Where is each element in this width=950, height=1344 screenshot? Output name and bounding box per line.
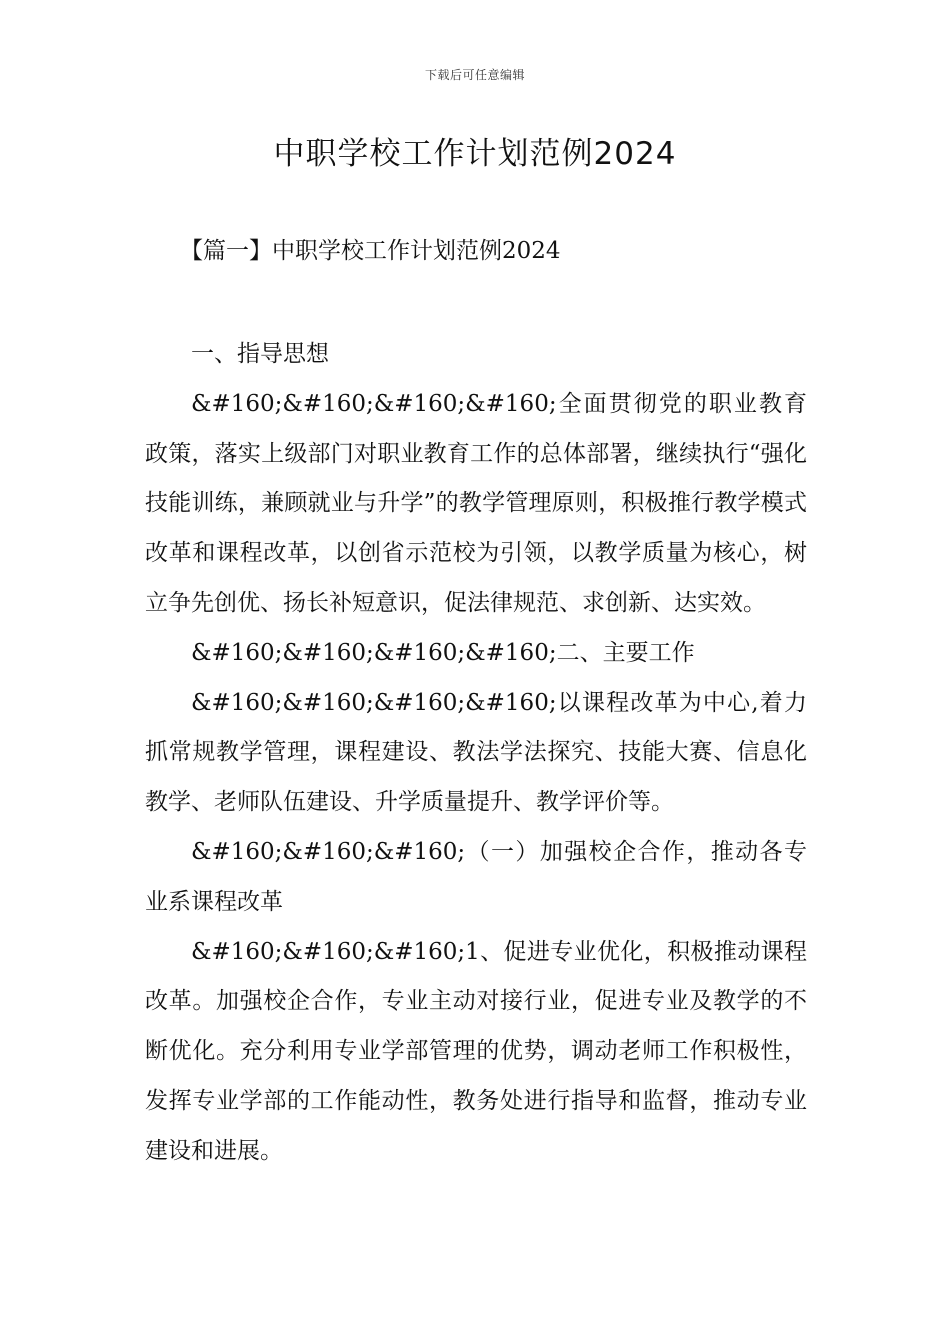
document-title: 中职学校工作计划范例2024 — [273, 136, 677, 172]
paragraph-guiding-text: &#160;&#160;&#160;&#160;全面贯彻党的职业教育政策，落实上级部门对职业教育工作的总体部署，继续执行“强化技能训练，兼顾就业与升学”的教学管理原则，积极推行教学模式改革和课程改革，以创省示范校为引领，以教学质量为核心，树立争先创优、扬长补短意识，促法律规范、求创新、达实效。 — [145, 390, 807, 616]
paragraph-subsection-heading: &#160;&#160;&#160;（一）加强校企合作，推动各专业系课程改革 — [145, 838, 807, 915]
paragraph-subsection-text: &#160;&#160;&#160;1、促进专业优化，积极推动课程改革。加强校企合作，专业主动对接行业，促进专业及教学的不断优化。充分利用专业学部管理的优势，调动老师工作积极性，发挥专业学部的工作能动性，教务处进行指导和监督，推动专业建设和进展。 — [145, 938, 807, 1164]
header-note: 下载后可任意编辑 — [424, 68, 525, 82]
paragraph-main-work-heading: &#160;&#160;&#160;&#160;二、主要工作 — [191, 639, 695, 666]
paragraph-main-work-text: &#160;&#160;&#160;&#160;以课程改革为中心,着力抓常规教学管理，课程建设、教法学法探究、技能大赛、信息化教学、老师队伍建设、升学质量提升、教学评价等。 — [145, 689, 807, 816]
document-body — [145, 330, 807, 1177]
section-title: 【篇一】中职学校工作计划范例2024 — [180, 238, 561, 264]
paragraph-guiding-heading: 一、指导思想 — [191, 341, 329, 367]
